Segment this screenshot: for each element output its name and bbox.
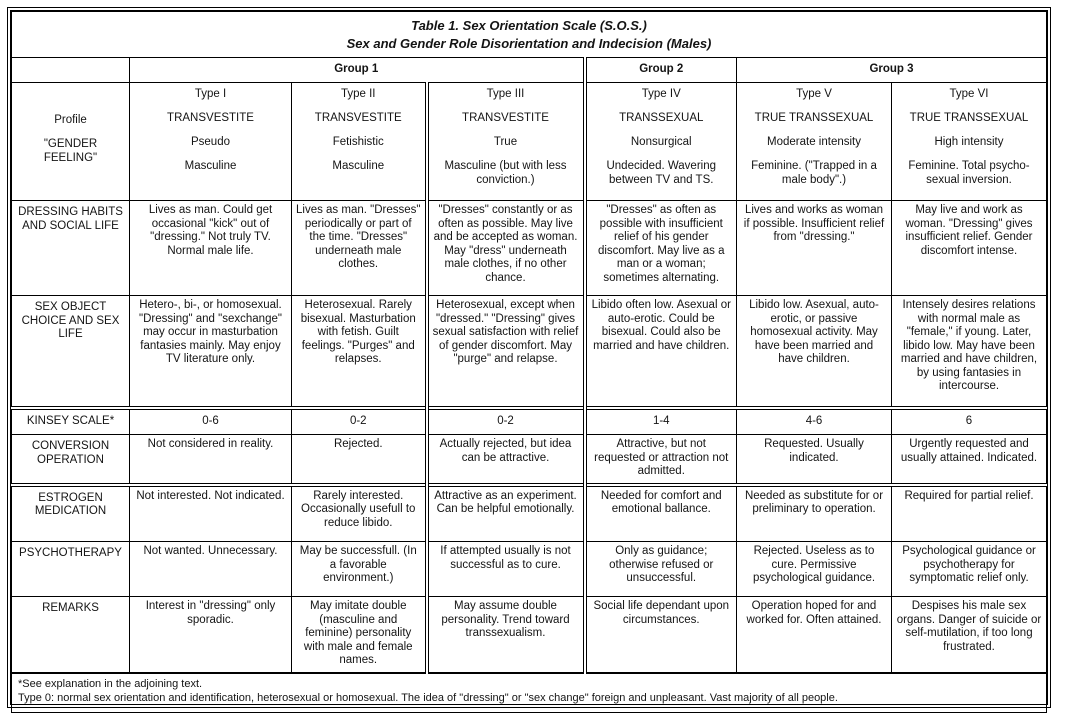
table-cell: Intensely desires relations with normal male as "female," if young. Later, libido low. May have been married and have children, by using fantasies in intercourse.	[892, 296, 1047, 408]
table-cell: Attractive, but not requested or attraction not admitted.	[585, 435, 737, 485]
type-heading: Type IV	[641, 88, 681, 100]
table-cell: Lives as man. "Dresses" periodically or part of the time. "Dresses" underneath male clothes.	[292, 201, 427, 296]
table-title-line2: Sex and Gender Role Disorientation and Indecision (Males)	[346, 35, 712, 51]
row-header-remarks: REMARKS	[12, 597, 130, 673]
type-feeling: Feminine. ("Trapped in a male body".)	[751, 160, 877, 186]
table-cell: 0-6	[130, 408, 292, 435]
table-cell: Attractive as an experiment. Can be helpful emotionally.	[427, 485, 585, 542]
table-cell: Social life dependant upon circumstances.	[585, 597, 737, 673]
table-cell: "Dresses" constantly or as often as possible. May live and be accepted as woman. May "dress" underneath male clothes, if no other chance.	[427, 201, 585, 296]
table-cell: Only as guidance; otherwise refused or unsuccessful.	[585, 542, 737, 597]
table-cell: Urgently requested and usually attained. Indicated.	[892, 435, 1047, 485]
profile-cell-type5	[737, 83, 892, 201]
profile-cell-type1	[130, 83, 292, 201]
type-name: TRANSVESTITE	[314, 112, 402, 124]
table-cell: Needed as substitute for or preliminary to operation.	[737, 485, 892, 542]
table-cell: Interest in "dressing" only sporadic.	[130, 597, 292, 673]
table-cell: Lives as man. Could get occasional "kick" out of "dressing." Not truly TV. Normal male life.	[130, 201, 292, 296]
table-cell: May be successfull. (In a favorable environment.)	[292, 542, 427, 597]
profile-cell-type4	[585, 83, 737, 201]
table-cell: Required for partial relief.	[892, 485, 1047, 542]
row-header-psychotherapy: PSYCHOTHERAPY	[12, 542, 130, 597]
table-cell: Hetero-, bi-, or homosexual. "Dressing" and "sexchange" may occur in masturbation fantasies mainly. May enjoy TV literature only.	[130, 296, 292, 408]
table-cell: Not considered in reality.	[130, 435, 292, 485]
footnote-area	[12, 673, 1047, 713]
table-title-line1: Table 1. Sex Orientation Scale (S.O.S.)	[411, 17, 647, 33]
table-cell: 0-2	[292, 408, 427, 435]
table-cell: Heterosexual. Rarely bisexual. Masturbation with fetish. Guilt feelings. "Purges" and relapses.	[292, 296, 427, 408]
table-cell: Requested. Usually indicated.	[737, 435, 892, 485]
table-cell: May live and work as woman. "Dressing" gives insufficient relief. Gender discomfort intense.	[892, 201, 1047, 296]
row-header-conversion: CONVERSION OPERATION	[12, 435, 130, 485]
type-subtype: Moderate intensity	[767, 136, 861, 148]
table-cell: 4-6	[737, 408, 892, 435]
type-subtype: Nonsurgical	[630, 136, 692, 148]
type-heading: Type V	[796, 88, 832, 100]
type-feeling: Undecided. Wavering between TV and TS.	[606, 160, 717, 186]
table-cell: Psychological guidance or psychotherapy for symptomatic relief only.	[892, 542, 1047, 597]
type-heading: Type VI	[949, 88, 989, 100]
table-cell: "Dresses" as often as possible with insufficient relief of his gender discomfort. May live as a man or a woman; sometimes alternating.	[585, 201, 737, 296]
table-title	[12, 12, 1047, 58]
row-header-dressing: DRESSING HABITS AND SOCIAL LIFE	[12, 201, 130, 296]
table-cell: 6	[892, 408, 1047, 435]
table-cell: Heterosexual, except when "dressed." "Dressing" gives sexual satisfaction with relief of gender discomfort. May "purge" and relapse.	[427, 296, 585, 408]
type-heading: Type III	[486, 88, 525, 100]
type-feeling: Masculine (but with less conviction.)	[444, 160, 567, 186]
table-cell: Rarely interested. Occasionally usefull to reduce libido.	[292, 485, 427, 542]
sos-table	[11, 11, 1047, 713]
type-subtype: High intensity	[934, 136, 1004, 148]
type-subtype: Fetishistic	[332, 136, 384, 148]
table-cell: 1-4	[585, 408, 737, 435]
profile-cell-type2	[292, 83, 427, 201]
table-cell: Despises his male sex organs. Danger of suicide or self-mutilation, if too long frustrated.	[892, 597, 1047, 673]
footnote-type0: Type 0: normal sex orientation and identification, heterosexual or homosexual. The idea of "dressing" or "sex change" foreign and unpleasant. Vast majority of all people.	[18, 692, 838, 705]
table-cell: If attempted usually is not successful as to cure.	[427, 542, 585, 597]
type-name: TRUE TRANSSEXUAL	[909, 112, 1029, 124]
type-subtype: True	[493, 136, 518, 148]
type-feeling: Masculine	[184, 160, 237, 172]
row-header-kinsey: KINSEY SCALE*	[12, 408, 130, 435]
group-corner-cell	[12, 58, 130, 83]
footnote-asterisk: *See explanation in the adjoining text.	[18, 677, 203, 690]
type-name: TRANSVESTITE	[167, 112, 254, 124]
table-cell: Operation hoped for and worked for. Often attained.	[737, 597, 892, 673]
table-cell: Lives and works as woman if possible. Insufficient relief from "dressing."	[737, 201, 892, 296]
table-cell: Not interested. Not indicated.	[130, 485, 292, 542]
group3-header: Group 3	[737, 58, 1047, 83]
table-cell: Needed for comfort and emotional ballance.	[585, 485, 737, 542]
row-header-estrogen: ESTROGEN MEDICATION	[12, 485, 130, 542]
table-cell: Actually rejected, but idea can be attractive.	[427, 435, 585, 485]
table-cell: Not wanted. Unnecessary.	[130, 542, 292, 597]
profile-label: Profile	[54, 114, 87, 126]
row-header-profile	[12, 83, 130, 201]
type-heading: Type II	[340, 88, 376, 100]
type-feeling: Feminine. Total psycho-sexual inversion.	[908, 160, 1030, 186]
gender-feeling-label: "GENDER FEELING"	[43, 138, 98, 164]
type-name: TRANSVESTITE	[462, 112, 549, 124]
group1-header: Group 1	[130, 58, 585, 83]
row-header-sex-object: SEX OBJECT CHOICE AND SEX LIFE	[12, 296, 130, 408]
table-cell: May imitate double (masculine and feminine) personality with male and female names.	[292, 597, 427, 673]
type-name: TRANSSEXUAL	[619, 112, 704, 124]
type-feeling: Masculine	[332, 160, 385, 172]
profile-cell-type6	[892, 83, 1047, 201]
table-cell: Rejected.	[292, 435, 427, 485]
table-cell: May assume double personality. Trend toward transsexualism.	[427, 597, 585, 673]
table-frame	[7, 7, 1051, 708]
type-heading: Type I	[194, 88, 227, 100]
profile-cell-type3	[427, 83, 585, 201]
table-cell: Rejected. Useless as to cure. Permissive psychological guidance.	[737, 542, 892, 597]
table-cell: 0-2	[427, 408, 585, 435]
type-name: TRUE TRANSSEXUAL	[754, 112, 874, 124]
type-subtype: Pseudo	[190, 136, 230, 148]
table-cell: Libido low. Asexual, auto-erotic, or passive homosexual activity. May have been married and have children.	[737, 296, 892, 408]
group2-header: Group 2	[585, 58, 737, 83]
table-cell: Libido often low. Asexual or auto-erotic. Could be bisexual. Could also be married and have children.	[585, 296, 737, 408]
